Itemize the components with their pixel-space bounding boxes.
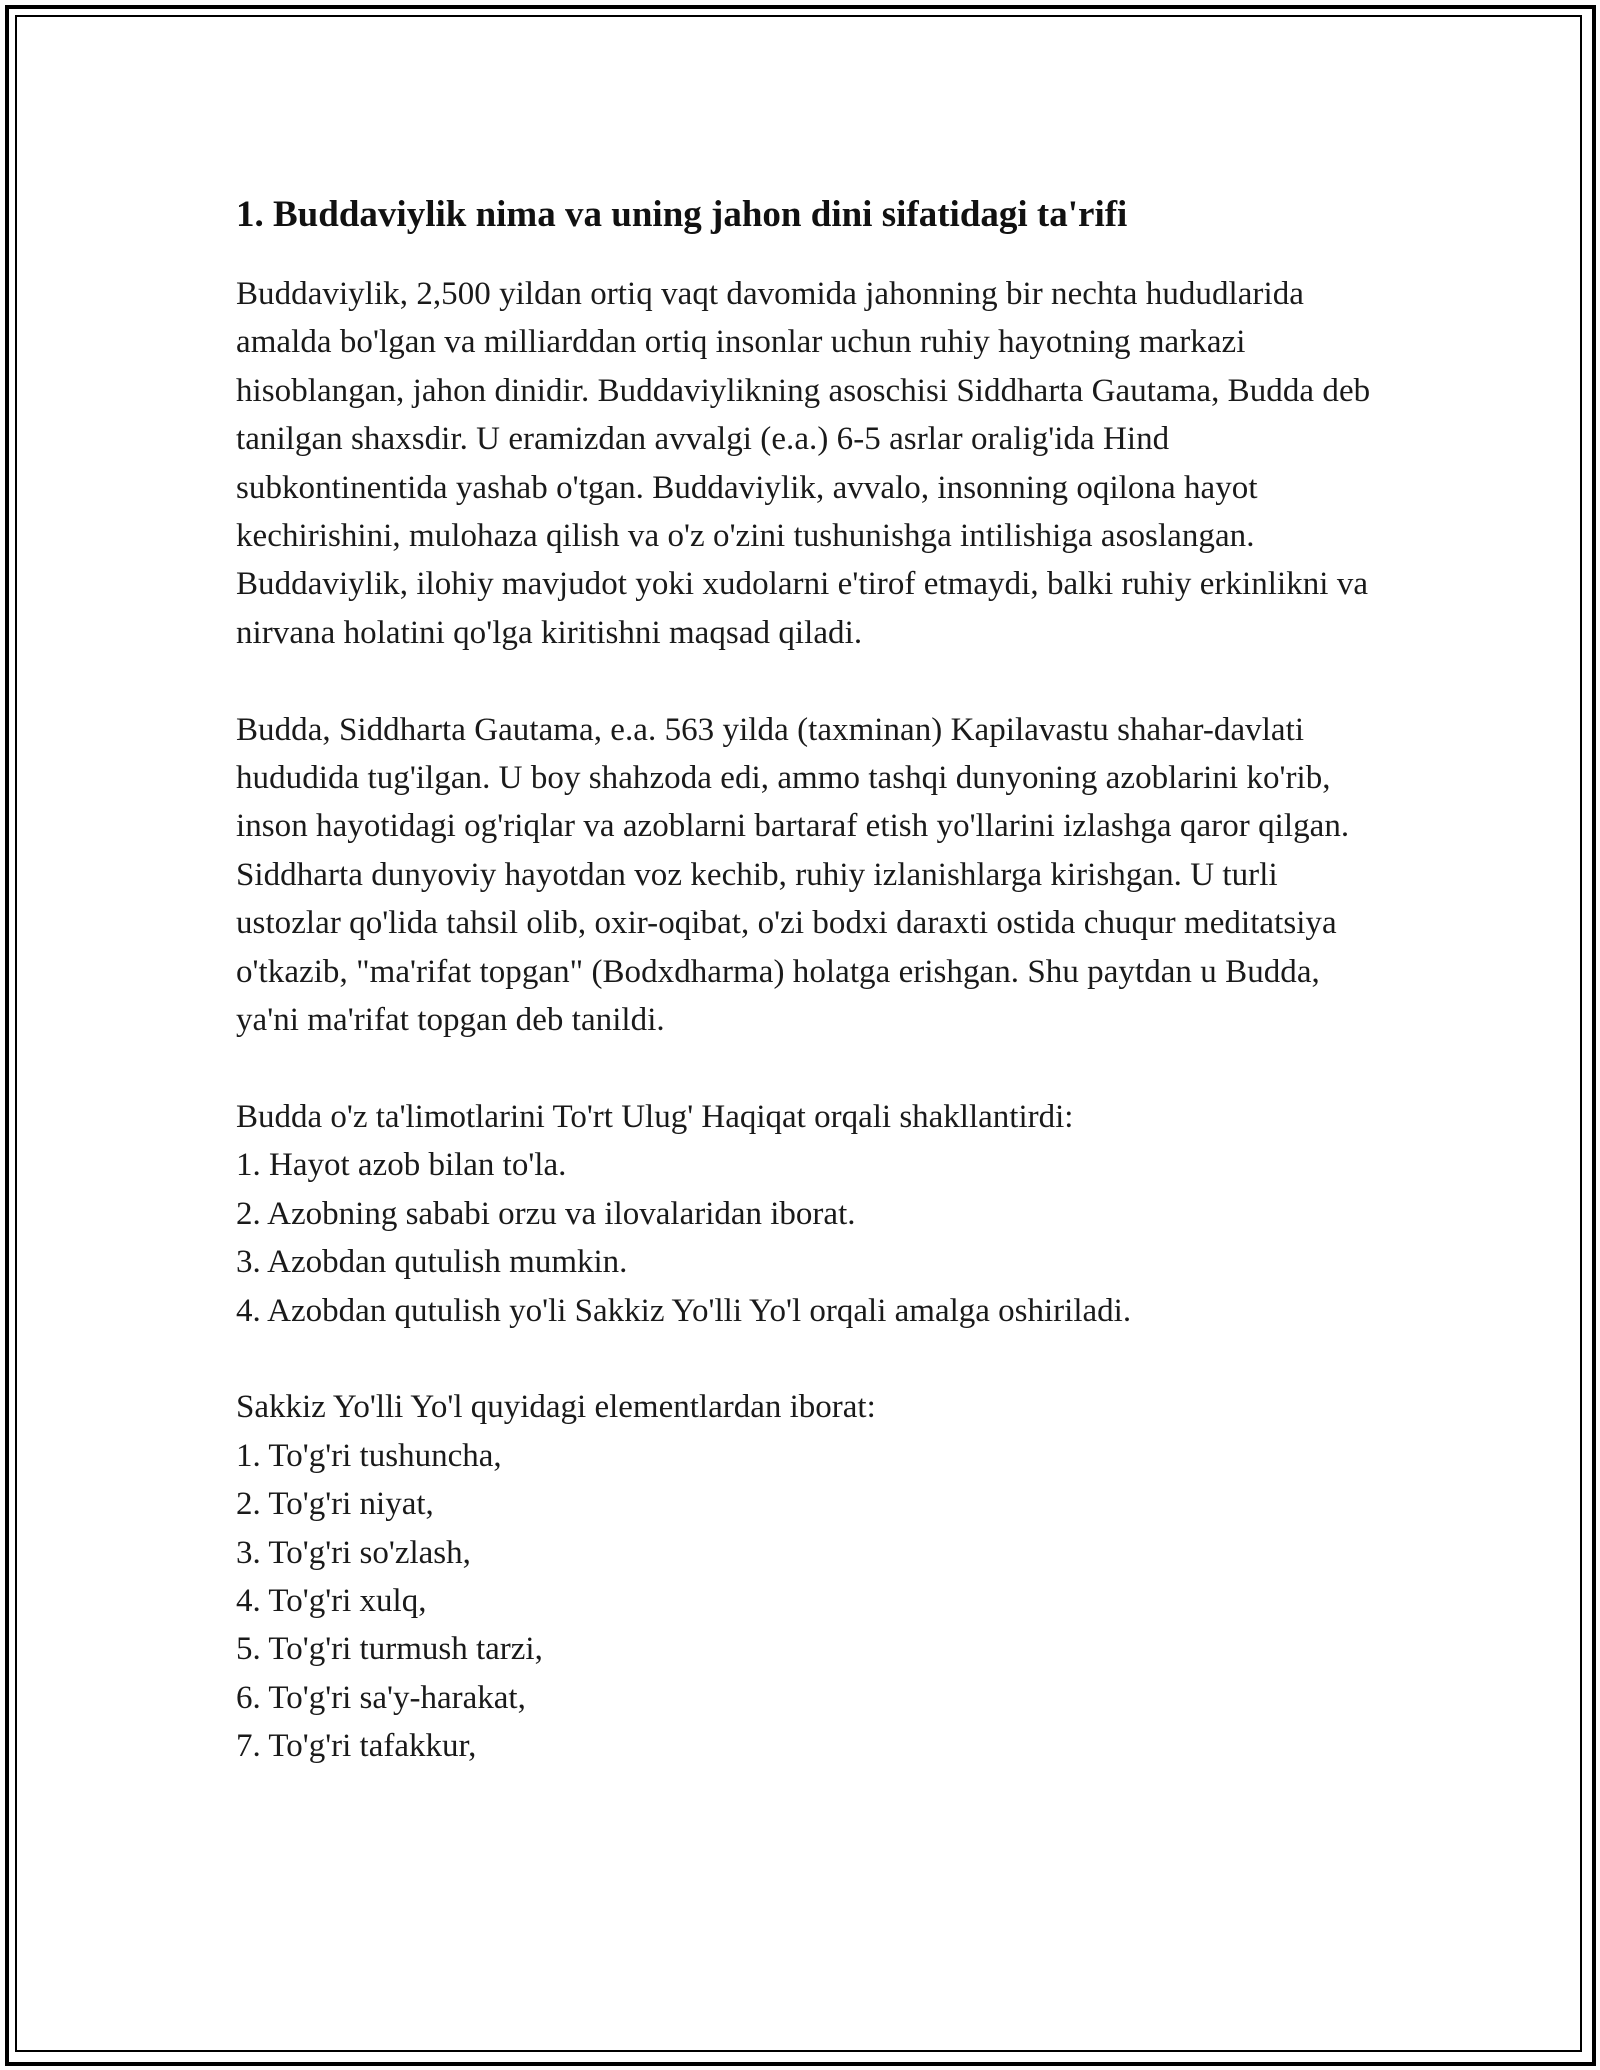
list-item: 3. Azobdan qutulish mumkin. <box>236 1244 628 1281</box>
four-truths-intro: Budda o'z ta'limotlarini To'rt Ulug' Haqiqat orqali shakllantirdi: <box>236 1098 1074 1135</box>
list-item: 5. To'g'ri turmush tarzi, <box>236 1631 543 1668</box>
eightfold-path-list <box>236 1383 1376 1770</box>
list-item: 4. Azobdan qutulish yo'li Sakkiz Yo'lli Yo'l orqali amalga oshiriladi. <box>236 1292 1132 1329</box>
paragraph-biography: Budda, Siddharta Gautama, e.a. 563 yilda (taxminan) Kapilavastu shahar-davlati hududida tug'ilgan. U boy shahzoda edi, ammo tashqi dunyoning azoblarini ko'rib, inson hayotidagi og'riqlar va azoblarni bartaraf etish yo'llarini izlashga qaror qilgan. Siddharta dunyoviy hayotdan voz kechib, ruhiy izlanishlarga kirishgan. U turli ustozlar qo'lida tahsil olib, oxir-oqibat, o'zi bodxi daraxti ostida chuqur meditatsiya o'tkazib, "ma'rifat topgan" (Bodxdharma) holatga erishgan. Shu paytdan u Budda, ya'ni ma'rifat topgan deb tanildi. <box>236 711 1350 1039</box>
list-item: 2. To'g'ri niyat, <box>236 1486 434 1523</box>
paragraph-intro: Buddaviylik, 2,500 yildan ortiq vaqt davomida jahonning bir nechta hududlarida amalda bo'lgan va milliarddan ortiq insonlar uchun ruhiy hayotning markazi hisoblangan, jahon dinidir. Buddaviylikning asoschisi Siddharta Gautama, Budda deb tanilgan shaxsdir. U eramizdan avvalgi (e.a.) 6-5 asrlar oralig'ida Hind subkontinentida yashab o'tgan. Buddaviylik, avvalo, insonning oqilona hayot kechirishini, mulohaza qilish va o'z o'zini tushunishga intilishiga asoslangan. Buddaviylik, ilohiy mavjudot yoki xudolarni e'tirof etmaydi, balki ruhiy erkinlikni va nirvana holatini qo'lga kiritishni maqsad qiladi. <box>236 276 1371 651</box>
page-title: 1. Buddaviylik nima va uning jahon dini sifatidagi ta'rifi <box>236 194 1128 235</box>
four-truths-list <box>236 1093 1376 1335</box>
list-item: 3. To'g'ri so'zlash, <box>236 1534 471 1571</box>
document-body <box>236 186 1376 1771</box>
list-item: 1. Hayot azob bilan to'la. <box>236 1147 567 1184</box>
eightfold-path-intro: Sakkiz Yo'lli Yo'l quyidagi elementlardan iborat: <box>236 1389 876 1426</box>
list-item: 1. To'g'ri tushuncha, <box>236 1437 502 1474</box>
list-item: 2. Azobning sababi orzu va ilovalaridan iborat. <box>236 1195 856 1232</box>
list-item: 7. To'g'ri tafakkur, <box>236 1728 477 1765</box>
list-item: 4. To'g'ri xulq, <box>236 1582 427 1619</box>
list-item: 6. To'g'ri sa'y-harakat, <box>236 1679 526 1716</box>
